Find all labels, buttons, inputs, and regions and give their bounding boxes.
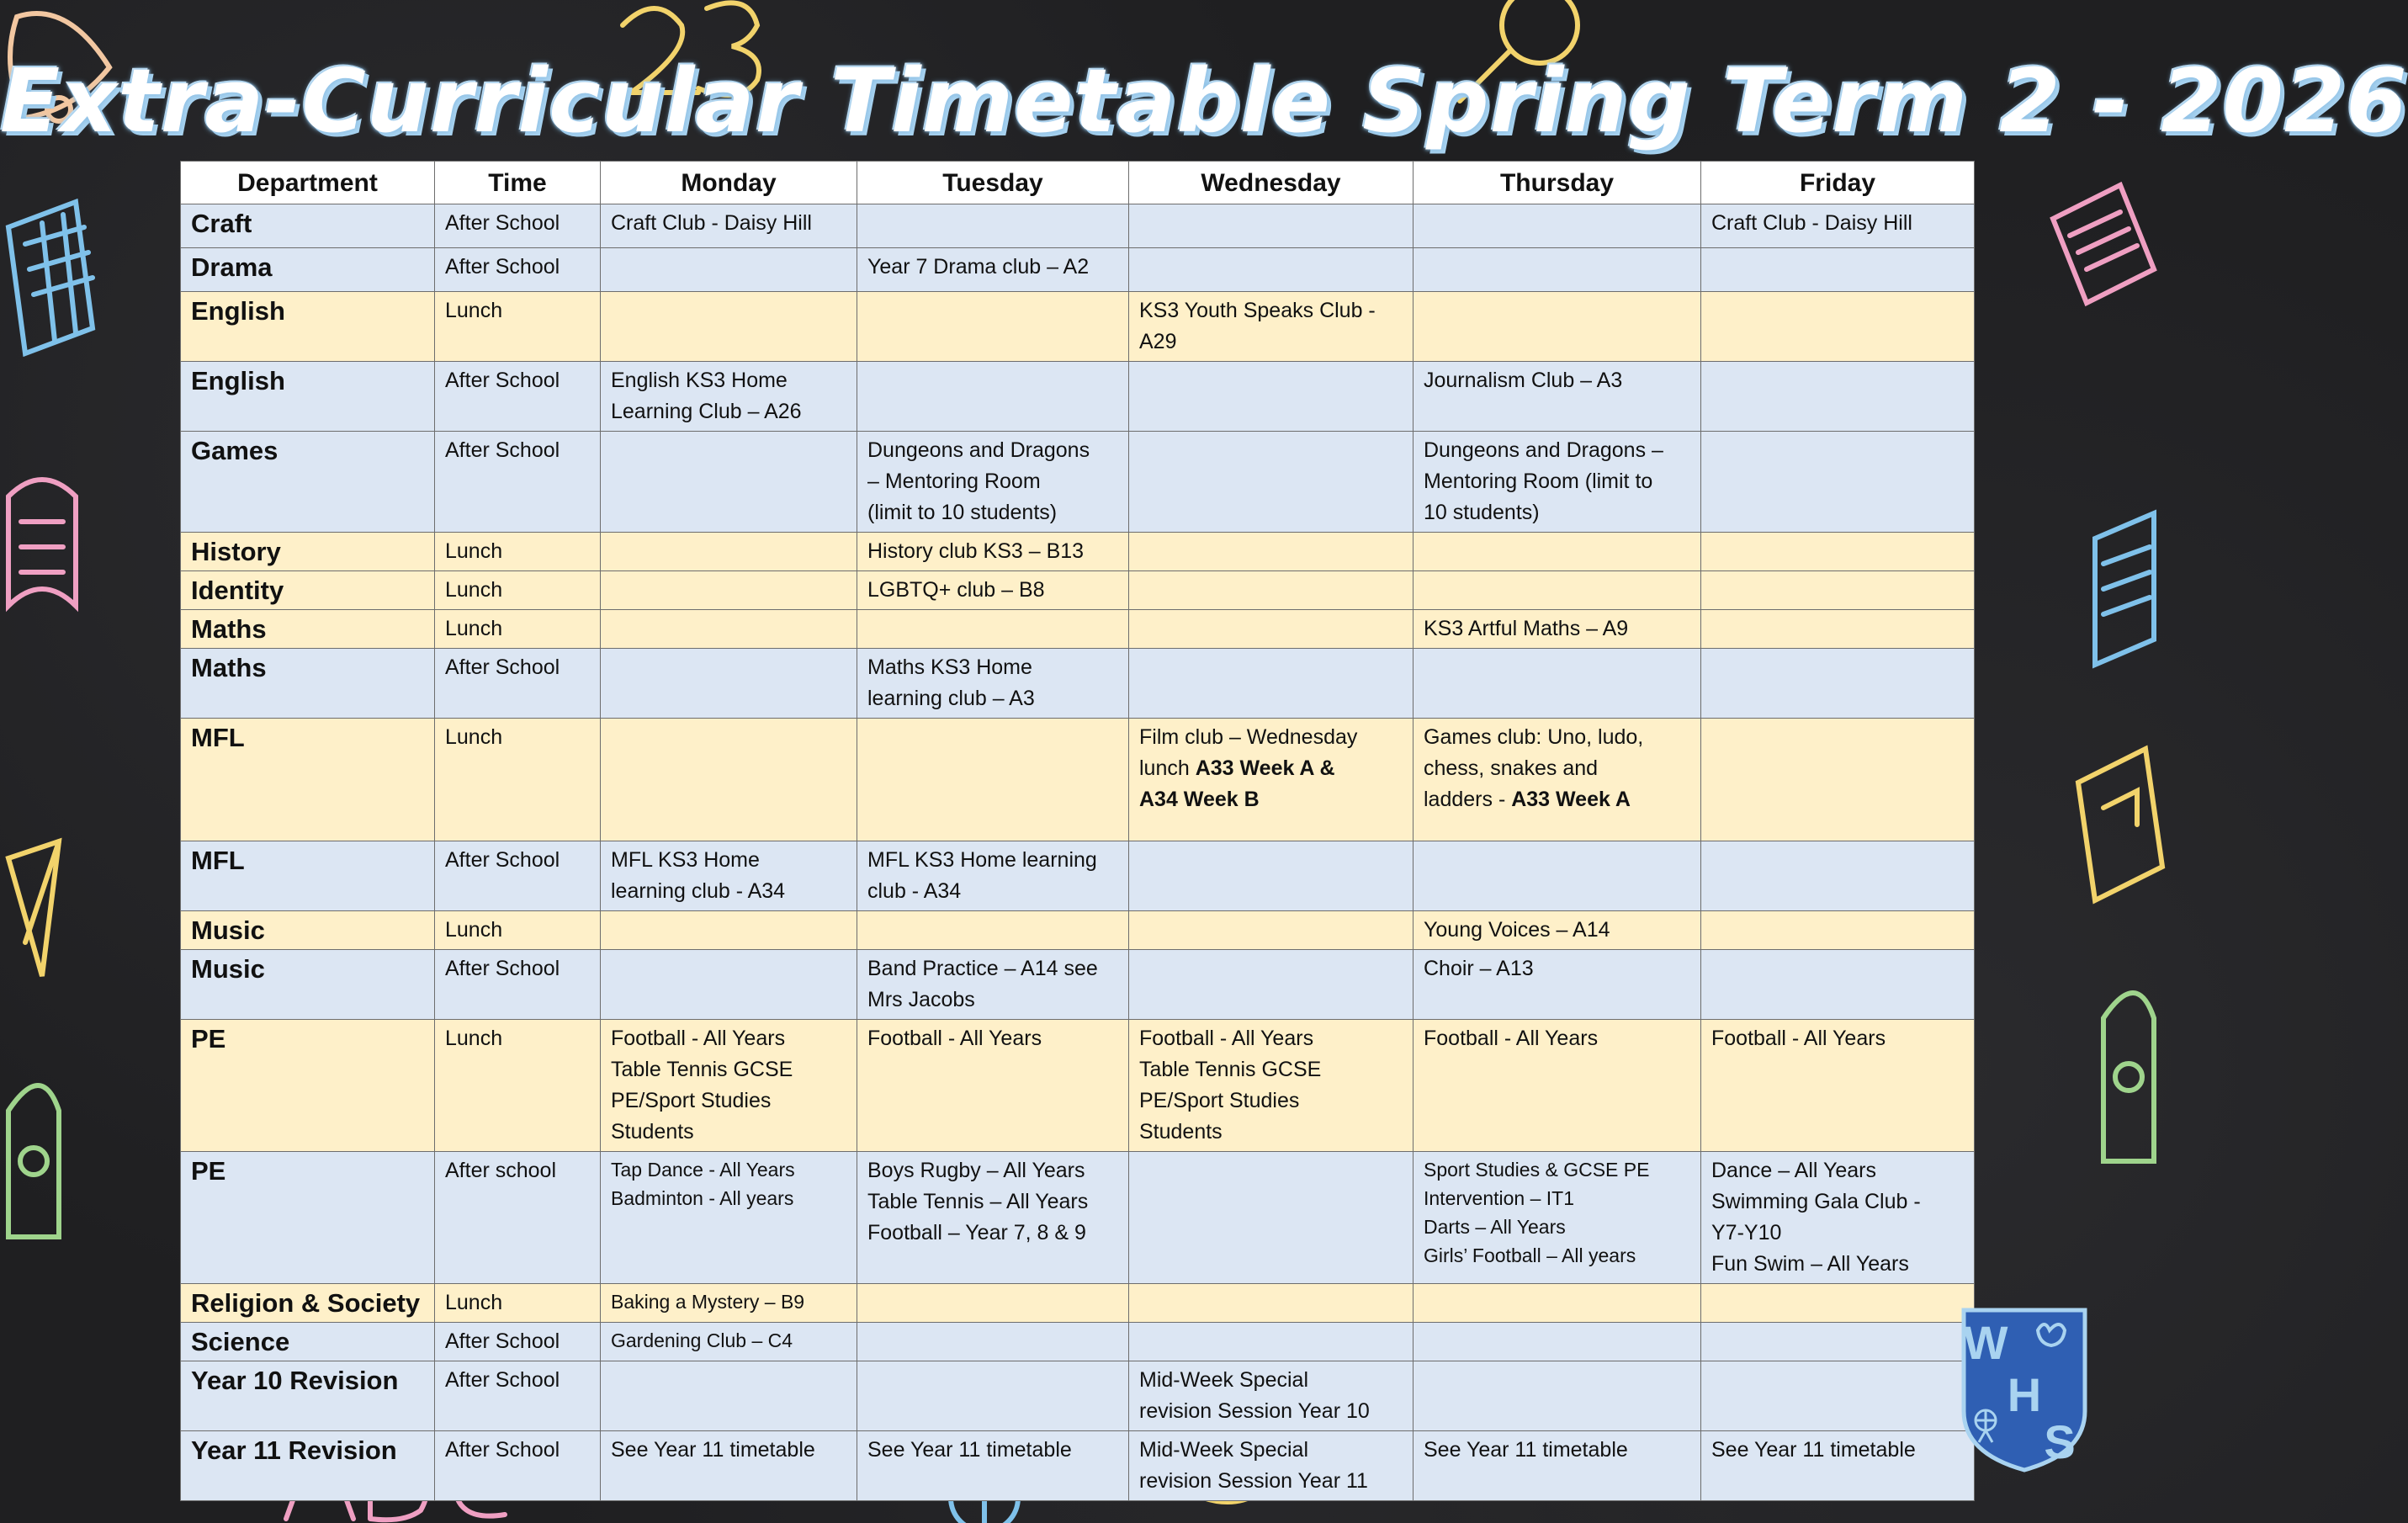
department-cell: English [181,362,435,432]
table-row [181,204,1975,248]
book-icon [2053,185,2154,303]
wednesday-activity-cell [1129,248,1414,292]
table-row [181,911,1975,950]
monday-activity-cell [601,292,857,362]
activity-line: Craft Club - Daisy Hill [1711,211,1912,235]
time-cell: Lunch [435,571,601,610]
activity-line: Year 7 Drama club – A2 [867,255,1090,279]
time-cell: Lunch [435,719,601,841]
activity-line: Football - All Years [1139,1027,1314,1050]
time-cell: After School [435,1361,601,1431]
department-cell: Games [181,432,435,533]
thursday-activity-cell [1414,719,1701,841]
monday-activity-cell [601,1020,857,1152]
tuesday-activity-cell [857,533,1129,571]
activity-line: Maths KS3 Home [867,655,1032,679]
department-cell: PE [181,1152,435,1284]
tuesday-activity-cell [857,1020,1129,1152]
thursday-activity-cell [1414,911,1701,950]
net-icon [8,202,93,353]
friday-activity-cell [1701,571,1975,610]
friday-activity-cell [1701,292,1975,362]
activity-line: learning club - A34 [611,879,786,903]
thursday-activity-cell [1414,1152,1701,1284]
activity-line: Band Practice – A14 see [867,957,1098,980]
activity-line: Journalism Club – A3 [1424,369,1623,392]
rocket-icon [8,1085,59,1237]
tuesday-activity-cell [857,1284,1129,1323]
tuesday-activity-cell [857,1431,1129,1501]
table-row [181,610,1975,649]
thursday-activity-cell [1414,649,1701,719]
col-header-department: Department [181,162,435,204]
monday-activity-cell [601,533,857,571]
friday-activity-cell [1701,841,1975,911]
tuesday-activity-cell [857,292,1129,362]
wednesday-activity-cell [1129,1020,1414,1152]
department-cell: PE [181,1020,435,1152]
time-cell: After School [435,362,601,432]
friday-activity-cell [1701,432,1975,533]
thursday-activity-cell [1414,841,1701,911]
activity-line: Y7-Y10 [1711,1221,1782,1244]
activity-line: Football - All Years [611,1027,786,1050]
activity-line: Learning Club – A26 [611,400,802,423]
wednesday-activity-cell [1129,362,1414,432]
activity-line: Mid-Week Special [1139,1438,1309,1462]
activity-line: Games club: Uno, ludo, [1424,725,1644,749]
table-row [181,292,1975,362]
department-cell: Music [181,911,435,950]
friday-activity-cell [1701,1361,1975,1431]
monday-activity-cell [601,1284,857,1323]
friday-activity-cell [1701,610,1975,649]
activity-line: See Year 11 timetable [611,1438,815,1462]
activity-line: – Mentoring Room [867,470,1041,493]
rocket-icon-right [2103,993,2154,1161]
monday-activity-cell [601,1361,857,1431]
activity-line: revision Session Year 11 [1139,1469,1368,1493]
time-cell: Lunch [435,292,601,362]
activity-line: Dance – All Years [1711,1159,1876,1182]
wednesday-activity-cell [1129,610,1414,649]
department-cell: Year 10 Revision [181,1361,435,1431]
crest-letter-s: S [2044,1415,2076,1468]
activity-line: History club KS3 – B13 [867,539,1085,563]
col-header-monday: Monday [601,162,857,204]
wednesday-activity-cell [1129,950,1414,1020]
thursday-activity-cell [1414,432,1701,533]
time-cell: After School [435,950,601,1020]
col-header-friday: Friday [1701,162,1975,204]
activity-line: 10 students) [1424,501,1540,524]
time-cell: Lunch [435,533,601,571]
crest-letter-w: W [1963,1316,2008,1369]
monday-activity-cell [601,610,857,649]
monday-activity-cell [601,719,857,841]
time-cell: After School [435,1323,601,1361]
time-cell: After school [435,1152,601,1284]
tuesday-activity-cell [857,649,1129,719]
col-header-time: Time [435,162,601,204]
activity-line: Badminton - All years [611,1187,794,1209]
tuesday-activity-cell [857,950,1129,1020]
thursday-activity-cell [1414,1431,1701,1501]
timetable [180,161,1975,1501]
department-cell: Music [181,950,435,1020]
monday-activity-cell [601,950,857,1020]
activity-line: PE/Sport Studies [1139,1089,1300,1112]
activity-line: Mid-Week Special [1139,1368,1309,1392]
time-cell: Lunch [435,1020,601,1152]
thursday-activity-cell [1414,1020,1701,1152]
table-row [181,248,1975,292]
activity-line: Fun Swim – All Years [1711,1252,1909,1276]
tuesday-activity-cell [857,911,1129,950]
thursday-activity-cell [1414,1323,1701,1361]
tuesday-activity-cell [857,248,1129,292]
thursday-activity-cell [1414,248,1701,292]
wednesday-activity-cell [1129,292,1414,362]
activity-line: revision Session Year 10 [1139,1399,1370,1423]
wednesday-activity-cell [1129,911,1414,950]
activity-line: Intervention – IT1 [1424,1187,1574,1209]
room-week-text: A34 Week B [1139,788,1260,811]
page-title: Extra-Curricular Timetable Spring Term 2 - 2026 [0,50,2408,152]
thursday-activity-cell [1414,1284,1701,1323]
wednesday-activity-cell [1129,204,1414,248]
activity-line: MFL KS3 Home [611,848,760,872]
paper-plane-icon [8,841,59,976]
activity-line: MFL KS3 Home learning [867,848,1097,872]
activity-line: Tap Dance - All Years [611,1159,795,1181]
monday-activity-cell [601,204,857,248]
wednesday-activity-cell [1129,1361,1414,1431]
room-week-text: A33 Week A [1511,788,1631,811]
wednesday-activity-cell [1129,1152,1414,1284]
table-row [181,1361,1975,1431]
monday-activity-cell [601,1323,857,1361]
time-cell: After School [435,1431,601,1501]
tuesday-activity-cell [857,1361,1129,1431]
friday-activity-cell [1701,649,1975,719]
time-cell: After School [435,248,601,292]
department-cell: History [181,533,435,571]
activity-text: ladders - [1424,788,1512,811]
wednesday-activity-cell [1129,649,1414,719]
activity-line: Baking a Mystery – B9 [611,1291,805,1313]
activity-line [1139,753,1404,784]
time-cell: Lunch [435,1284,601,1323]
wednesday-activity-cell [1129,841,1414,911]
table-row [181,1152,1975,1284]
department-cell: Craft [181,204,435,248]
activity-line: Table Tennis GCSE [611,1058,793,1081]
table-row [181,841,1975,911]
monday-activity-cell [601,649,857,719]
activity-line: Boys Rugby – All Years [867,1159,1085,1182]
activity-line: Football – Year 7, 8 & 9 [867,1221,1086,1244]
friday-activity-cell [1701,719,1975,841]
activity-line: club - A34 [867,879,962,903]
table-row [181,1284,1975,1323]
clipboard-icon [2078,749,2162,900]
thursday-activity-cell [1414,204,1701,248]
activity-line: Table Tennis – All Years [867,1190,1089,1213]
thursday-activity-cell [1414,362,1701,432]
activity-line [1424,784,1692,815]
tuesday-activity-cell [857,610,1129,649]
department-cell: Year 11 Revision [181,1431,435,1501]
friday-activity-cell [1701,248,1975,292]
thursday-activity-cell [1414,571,1701,610]
abacus-icon [2095,513,2154,665]
activity-line: Craft Club - Daisy Hill [611,211,812,235]
activity-line: English KS3 Home [611,369,788,392]
department-cell: Identity [181,571,435,610]
header-row [181,162,1975,204]
activity-line: KS3 Artful Maths – A9 [1424,617,1629,640]
activity-line: Young Voices – A14 [1424,918,1610,942]
table-row [181,362,1975,432]
thursday-activity-cell [1414,533,1701,571]
friday-activity-cell [1701,1323,1975,1361]
activity-line: Football - All Years [867,1027,1042,1050]
tuesday-activity-cell [857,432,1129,533]
activity-line: See Year 11 timetable [1424,1438,1628,1462]
activity-line: (limit to 10 students) [867,501,1058,524]
monday-activity-cell [601,432,857,533]
time-cell: After School [435,841,601,911]
table-row [181,950,1975,1020]
thursday-activity-cell [1414,950,1701,1020]
department-cell: Maths [181,610,435,649]
wednesday-activity-cell [1129,1431,1414,1501]
time-cell: After School [435,204,601,248]
friday-activity-cell [1701,1284,1975,1323]
tuesday-activity-cell [857,362,1129,432]
monday-activity-cell [601,248,857,292]
tuesday-activity-cell [857,1323,1129,1361]
wednesday-activity-cell [1129,1284,1414,1323]
tuesday-activity-cell [857,841,1129,911]
friday-activity-cell [1701,533,1975,571]
table-row [181,719,1975,841]
activity-text: lunch [1139,756,1196,780]
department-cell: MFL [181,841,435,911]
table-row [181,1020,1975,1152]
time-cell: Lunch [435,610,601,649]
friday-activity-cell [1701,1431,1975,1501]
department-cell: Drama [181,248,435,292]
activity-line: Football - All Years [1424,1027,1599,1050]
friday-activity-cell [1701,1020,1975,1152]
activity-line: Students [611,1120,694,1144]
activity-line: chess, snakes and [1424,756,1599,780]
friday-activity-cell [1701,1152,1975,1284]
tuesday-activity-cell [857,719,1129,841]
time-cell: After School [435,432,601,533]
activity-line: A29 [1139,330,1177,353]
department-cell: Religion & Society [181,1284,435,1323]
activity-line: See Year 11 timetable [1711,1438,1916,1462]
timetable-body [181,204,1975,1501]
friday-activity-cell [1701,950,1975,1020]
open-book-icon [8,480,76,606]
activity-line: Mrs Jacobs [867,988,975,1011]
activity-line: PE/Sport Studies [611,1089,772,1112]
crest-letter-h: H [2007,1368,2042,1421]
tuesday-activity-cell [857,204,1129,248]
col-header-thursday: Thursday [1414,162,1701,204]
wednesday-activity-cell [1129,1323,1414,1361]
activity-line: Students [1139,1120,1223,1144]
time-cell: After School [435,649,601,719]
table-row [181,649,1975,719]
col-header-wednesday: Wednesday [1129,162,1414,204]
table-row [181,533,1975,571]
monday-activity-cell [601,1152,857,1284]
activity-line: Football - All Years [1711,1027,1886,1050]
monday-activity-cell [601,1431,857,1501]
friday-activity-cell [1701,362,1975,432]
monday-activity-cell [601,841,857,911]
wednesday-activity-cell [1129,719,1414,841]
activity-line: Sport Studies & GCSE PE [1424,1159,1650,1181]
school-crest [1960,1307,2088,1473]
activity-line: Swimming Gala Club - [1711,1190,1921,1213]
activity-line: Darts – All Years [1424,1216,1566,1238]
room-week-text: A33 Week A & [1195,756,1335,780]
activity-line: LGBTQ+ club – B8 [867,578,1045,602]
wednesday-activity-cell [1129,432,1414,533]
activity-line: Gardening Club – C4 [611,1329,793,1351]
wednesday-activity-cell [1129,533,1414,571]
table-row [181,571,1975,610]
activity-line: Table Tennis GCSE [1139,1058,1322,1081]
thursday-activity-cell [1414,610,1701,649]
col-header-tuesday: Tuesday [857,162,1129,204]
activity-line: Mentoring Room (limit to [1424,470,1653,493]
tuesday-activity-cell [857,1152,1129,1284]
activity-line: KS3 Youth Speaks Club - [1139,299,1376,322]
friday-activity-cell [1701,204,1975,248]
department-cell: English [181,292,435,362]
activity-line: Choir – A13 [1424,957,1534,980]
friday-activity-cell [1701,911,1975,950]
department-cell: Maths [181,649,435,719]
activity-line: See Year 11 timetable [867,1438,1072,1462]
monday-activity-cell [601,571,857,610]
thursday-activity-cell [1414,292,1701,362]
wednesday-activity-cell [1129,571,1414,610]
activity-line: learning club – A3 [867,687,1035,710]
table-row [181,1323,1975,1361]
department-cell: Science [181,1323,435,1361]
table-row [181,432,1975,533]
monday-activity-cell [601,911,857,950]
table-row [181,1431,1975,1501]
activity-line: Girls’ Football – All years [1424,1244,1636,1266]
tuesday-activity-cell [857,571,1129,610]
time-cell: Lunch [435,911,601,950]
monday-activity-cell [601,362,857,432]
activity-line: Dungeons and Dragons [867,438,1090,462]
activity-line: Dungeons and Dragons – [1424,438,1663,462]
activity-line: Film club – Wednesday [1139,725,1358,749]
thursday-activity-cell [1414,1361,1701,1431]
department-cell: MFL [181,719,435,841]
